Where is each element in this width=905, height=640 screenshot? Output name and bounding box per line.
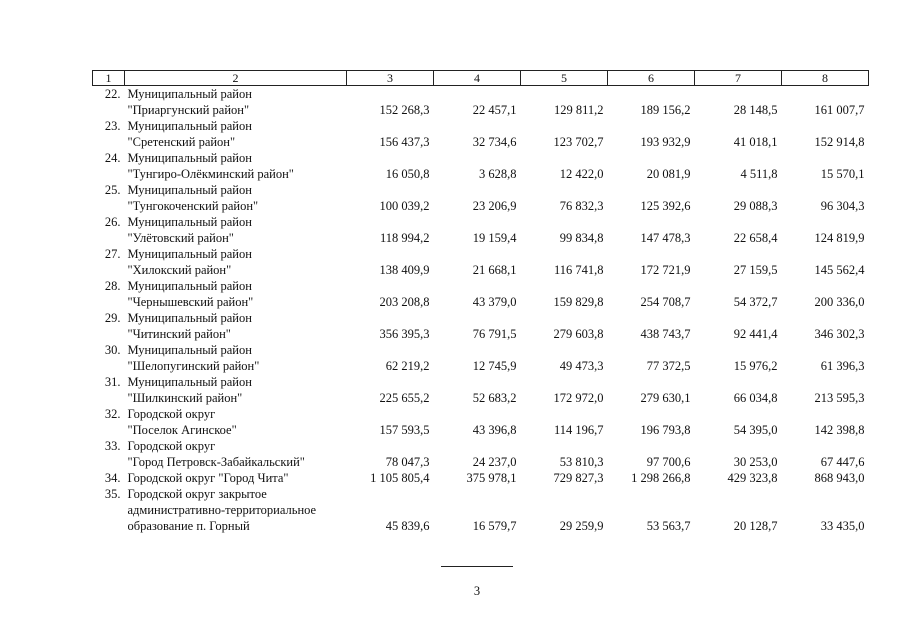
municipality-name	[125, 438, 347, 470]
table-row	[93, 86, 869, 119]
value-cell-col-7: 4 511,8	[740, 167, 778, 181]
municipality-name-line: Городской округ закрытое	[127, 487, 267, 501]
value-cell-col-4: 22 457,1	[472, 103, 517, 117]
column-header-1: 1	[93, 71, 125, 86]
municipality-name-line: "Тунгокоченский район"	[127, 199, 259, 213]
column-header-3: 3	[347, 71, 434, 86]
value-cell-col-8: 33 435,0	[820, 519, 865, 533]
table-row	[93, 342, 869, 374]
value-cell-col-6: 20 081,9	[646, 167, 691, 181]
value-cell-col-3: 152 268,3	[379, 103, 430, 117]
value-cell-col-7: 28 148,5	[733, 103, 778, 117]
value-cell-col-5: 123 702,7	[553, 135, 604, 149]
column-number-header-row	[93, 71, 869, 86]
value-cell-col-6: 125 392,6	[640, 199, 691, 213]
row-number: 33.	[104, 439, 121, 453]
municipality-name-line: Муниципальный район	[127, 343, 252, 357]
value-cell-col-6: 193 932,9	[640, 135, 691, 149]
municipality-name-line: образование п. Горный	[127, 519, 250, 533]
value-cell-col-8: 868 943,0	[814, 471, 865, 485]
table-body	[93, 86, 869, 535]
value-cell-col-7: 15 976,2	[733, 359, 778, 373]
municipality-name	[125, 214, 347, 246]
row-number: 34.	[104, 471, 121, 485]
value-cell-col-4: 3 628,8	[479, 167, 517, 181]
value-cell-col-8: 145 562,4	[814, 263, 865, 277]
table-row	[93, 150, 869, 182]
value-cell-col-3: 100 039,2	[379, 199, 430, 213]
value-cell-col-4: 43 379,0	[472, 295, 517, 309]
value-cell-col-3: 225 655,2	[379, 391, 430, 405]
value-cell-col-3: 203 208,8	[379, 295, 430, 309]
value-cell-col-3: 156 437,3	[379, 135, 430, 149]
value-cell-col-3: 118 994,2	[379, 231, 430, 245]
value-cell-col-5: 172 972,0	[553, 391, 604, 405]
value-cell-col-3: 45 839,6	[385, 519, 430, 533]
municipality-name-line: Городской округ	[127, 407, 216, 421]
value-cell-col-3: 62 219,2	[385, 359, 430, 373]
value-cell-col-5: 76 832,3	[559, 199, 604, 213]
municipality-name-line: Муниципальный район	[127, 247, 252, 261]
table-row	[93, 470, 869, 486]
value-cell-col-6: 254 708,7	[640, 295, 691, 309]
value-cell-col-4: 12 745,9	[472, 359, 517, 373]
value-cell-col-7: 54 372,7	[733, 295, 778, 309]
municipality-name	[125, 86, 347, 119]
table-row	[93, 278, 869, 310]
value-cell-col-7: 66 034,8	[733, 391, 778, 405]
row-number: 29.	[104, 311, 121, 325]
municipality-name-line: Муниципальный район	[127, 311, 252, 325]
value-cell-col-4: 32 734,6	[472, 135, 517, 149]
value-cell-col-4: 16 579,7	[472, 519, 517, 533]
value-cell-col-6: 279 630,1	[640, 391, 691, 405]
municipality-name-line: "Сретенский район"	[127, 135, 236, 149]
value-cell-col-8: 15 570,1	[820, 167, 865, 181]
budget-table	[92, 70, 869, 534]
page-number: 3	[473, 584, 481, 598]
value-cell-col-7: 54 395,0	[733, 423, 778, 437]
municipality-name-line: административно-территориальное	[127, 503, 317, 517]
value-cell-col-7: 30 253,0	[733, 455, 778, 469]
municipality-name	[125, 374, 347, 406]
table-row	[93, 486, 869, 534]
row-number: 35.	[104, 487, 121, 501]
value-cell-col-6: 147 478,3	[640, 231, 691, 245]
footer-divider	[441, 566, 513, 567]
table-row	[93, 374, 869, 406]
value-cell-col-5: 279 603,8	[553, 327, 604, 341]
value-cell-col-5: 116 741,8	[553, 263, 604, 277]
value-cell-col-7: 429 323,8	[727, 471, 778, 485]
municipality-name-line: "Город Петровск-Забайкальский"	[127, 455, 305, 469]
value-cell-col-3: 1 105 805,4	[370, 471, 430, 485]
row-number: 24.	[104, 151, 121, 165]
municipality-name-line: Муниципальный район	[127, 87, 252, 101]
municipality-name-line: Муниципальный район	[127, 215, 252, 229]
table-row	[93, 246, 869, 278]
value-cell-col-5: 129 811,2	[553, 103, 604, 117]
municipality-name-line: "Тунгиро-Олёкминский район"	[127, 167, 294, 181]
value-cell-col-4: 43 396,8	[472, 423, 517, 437]
value-cell-col-6: 97 700,6	[646, 455, 691, 469]
value-cell-col-8: 96 304,3	[820, 199, 865, 213]
municipality-name	[125, 150, 347, 182]
column-header-5: 5	[521, 71, 608, 86]
value-cell-col-5: 114 196,7	[553, 423, 604, 437]
table-row	[93, 182, 869, 214]
value-cell-col-7: 92 441,4	[733, 327, 778, 341]
municipality-name-line: "Шилкинский район"	[127, 391, 243, 405]
municipality-name-line: "Хилокский район"	[127, 263, 232, 277]
value-cell-col-4: 375 978,1	[466, 471, 517, 485]
value-cell-col-5: 29 259,9	[559, 519, 604, 533]
value-cell-col-6: 438 743,7	[640, 327, 691, 341]
value-cell-col-4: 21 668,1	[472, 263, 517, 277]
row-number: 25.	[104, 183, 121, 197]
value-cell-col-3: 138 409,9	[379, 263, 430, 277]
value-cell-col-8: 161 007,7	[814, 103, 865, 117]
value-cell-col-5: 99 834,8	[559, 231, 604, 245]
value-cell-col-4: 76 791,5	[472, 327, 517, 341]
municipality-name	[125, 182, 347, 214]
column-header-7: 7	[695, 71, 782, 86]
municipality-name-line: Муниципальный район	[127, 375, 252, 389]
value-cell-col-3: 356 395,3	[379, 327, 430, 341]
municipality-name-line: Муниципальный район	[127, 119, 252, 133]
row-number: 22.	[104, 87, 121, 101]
municipality-name-line: "Поселок Агинское"	[127, 423, 237, 437]
row-number: 28.	[104, 279, 121, 293]
municipality-name	[125, 278, 347, 310]
value-cell-col-4: 24 237,0	[472, 455, 517, 469]
value-cell-col-6: 196 793,8	[640, 423, 691, 437]
value-cell-col-3: 78 047,3	[385, 455, 430, 469]
row-number: 32.	[104, 407, 121, 421]
value-cell-col-4: 19 159,4	[472, 231, 517, 245]
value-cell-col-8: 346 302,3	[814, 327, 865, 341]
value-cell-col-5: 159 829,8	[553, 295, 604, 309]
table-row	[93, 118, 869, 150]
municipality-name-line: "Читинский район"	[127, 327, 231, 341]
municipality-name-line: "Шелопугинский район"	[127, 359, 260, 373]
municipality-name	[125, 310, 347, 342]
municipality-name	[125, 246, 347, 278]
value-cell-col-6: 189 156,2	[640, 103, 691, 117]
value-cell-col-8: 152 914,8	[814, 135, 865, 149]
municipality-name	[125, 118, 347, 150]
row-number: 30.	[104, 343, 121, 357]
municipality-name	[125, 342, 347, 374]
value-cell-col-7: 41 018,1	[733, 135, 778, 149]
value-cell-col-8: 67 447,6	[820, 455, 865, 469]
value-cell-col-3: 16 050,8	[385, 167, 430, 181]
row-number: 23.	[104, 119, 121, 133]
column-header-4: 4	[434, 71, 521, 86]
row-number: 27.	[104, 247, 121, 261]
value-cell-col-6: 172 721,9	[640, 263, 691, 277]
row-number: 26.	[104, 215, 121, 229]
value-cell-col-6: 1 298 266,8	[631, 471, 691, 485]
value-cell-col-4: 23 206,9	[472, 199, 517, 213]
value-cell-col-7: 27 159,5	[733, 263, 778, 277]
value-cell-col-8: 142 398,8	[814, 423, 865, 437]
municipality-name-line: "Улётовский район"	[127, 231, 234, 245]
value-cell-col-6: 53 563,7	[646, 519, 691, 533]
value-cell-col-4: 52 683,2	[472, 391, 517, 405]
municipality-name	[125, 406, 347, 438]
value-cell-col-7: 20 128,7	[733, 519, 778, 533]
value-cell-col-8: 61 396,3	[820, 359, 865, 373]
municipality-name	[125, 486, 347, 534]
municipality-name-line: Муниципальный район	[127, 183, 252, 197]
municipality-name-line: "Приаргунский район"	[127, 103, 250, 117]
row-number: 31.	[104, 375, 121, 389]
column-header-2: 2	[125, 71, 347, 86]
table-row	[93, 214, 869, 246]
value-cell-col-7: 29 088,3	[733, 199, 778, 213]
municipality-name-line: Городской округ	[127, 439, 216, 453]
value-cell-col-5: 53 810,3	[559, 455, 604, 469]
municipality-name	[125, 470, 347, 486]
table-row	[93, 406, 869, 438]
value-cell-col-6: 77 372,5	[646, 359, 691, 373]
municipality-name-line: Муниципальный район	[127, 151, 252, 165]
value-cell-col-3: 157 593,5	[379, 423, 430, 437]
table-row	[93, 438, 869, 470]
value-cell-col-7: 22 658,4	[733, 231, 778, 245]
municipality-name-line: Муниципальный район	[127, 279, 252, 293]
value-cell-col-8: 124 819,9	[814, 231, 865, 245]
column-header-6: 6	[608, 71, 695, 86]
value-cell-col-8: 200 336,0	[814, 295, 865, 309]
value-cell-col-5: 12 422,0	[559, 167, 604, 181]
municipality-name-line: Городской округ "Город Чита"	[127, 471, 289, 485]
value-cell-col-5: 49 473,3	[559, 359, 604, 373]
value-cell-col-5: 729 827,3	[553, 471, 604, 485]
table-row	[93, 310, 869, 342]
value-cell-col-8: 213 595,3	[814, 391, 865, 405]
column-header-8: 8	[782, 71, 869, 86]
municipality-name-line: "Чернышевский район"	[127, 295, 254, 309]
